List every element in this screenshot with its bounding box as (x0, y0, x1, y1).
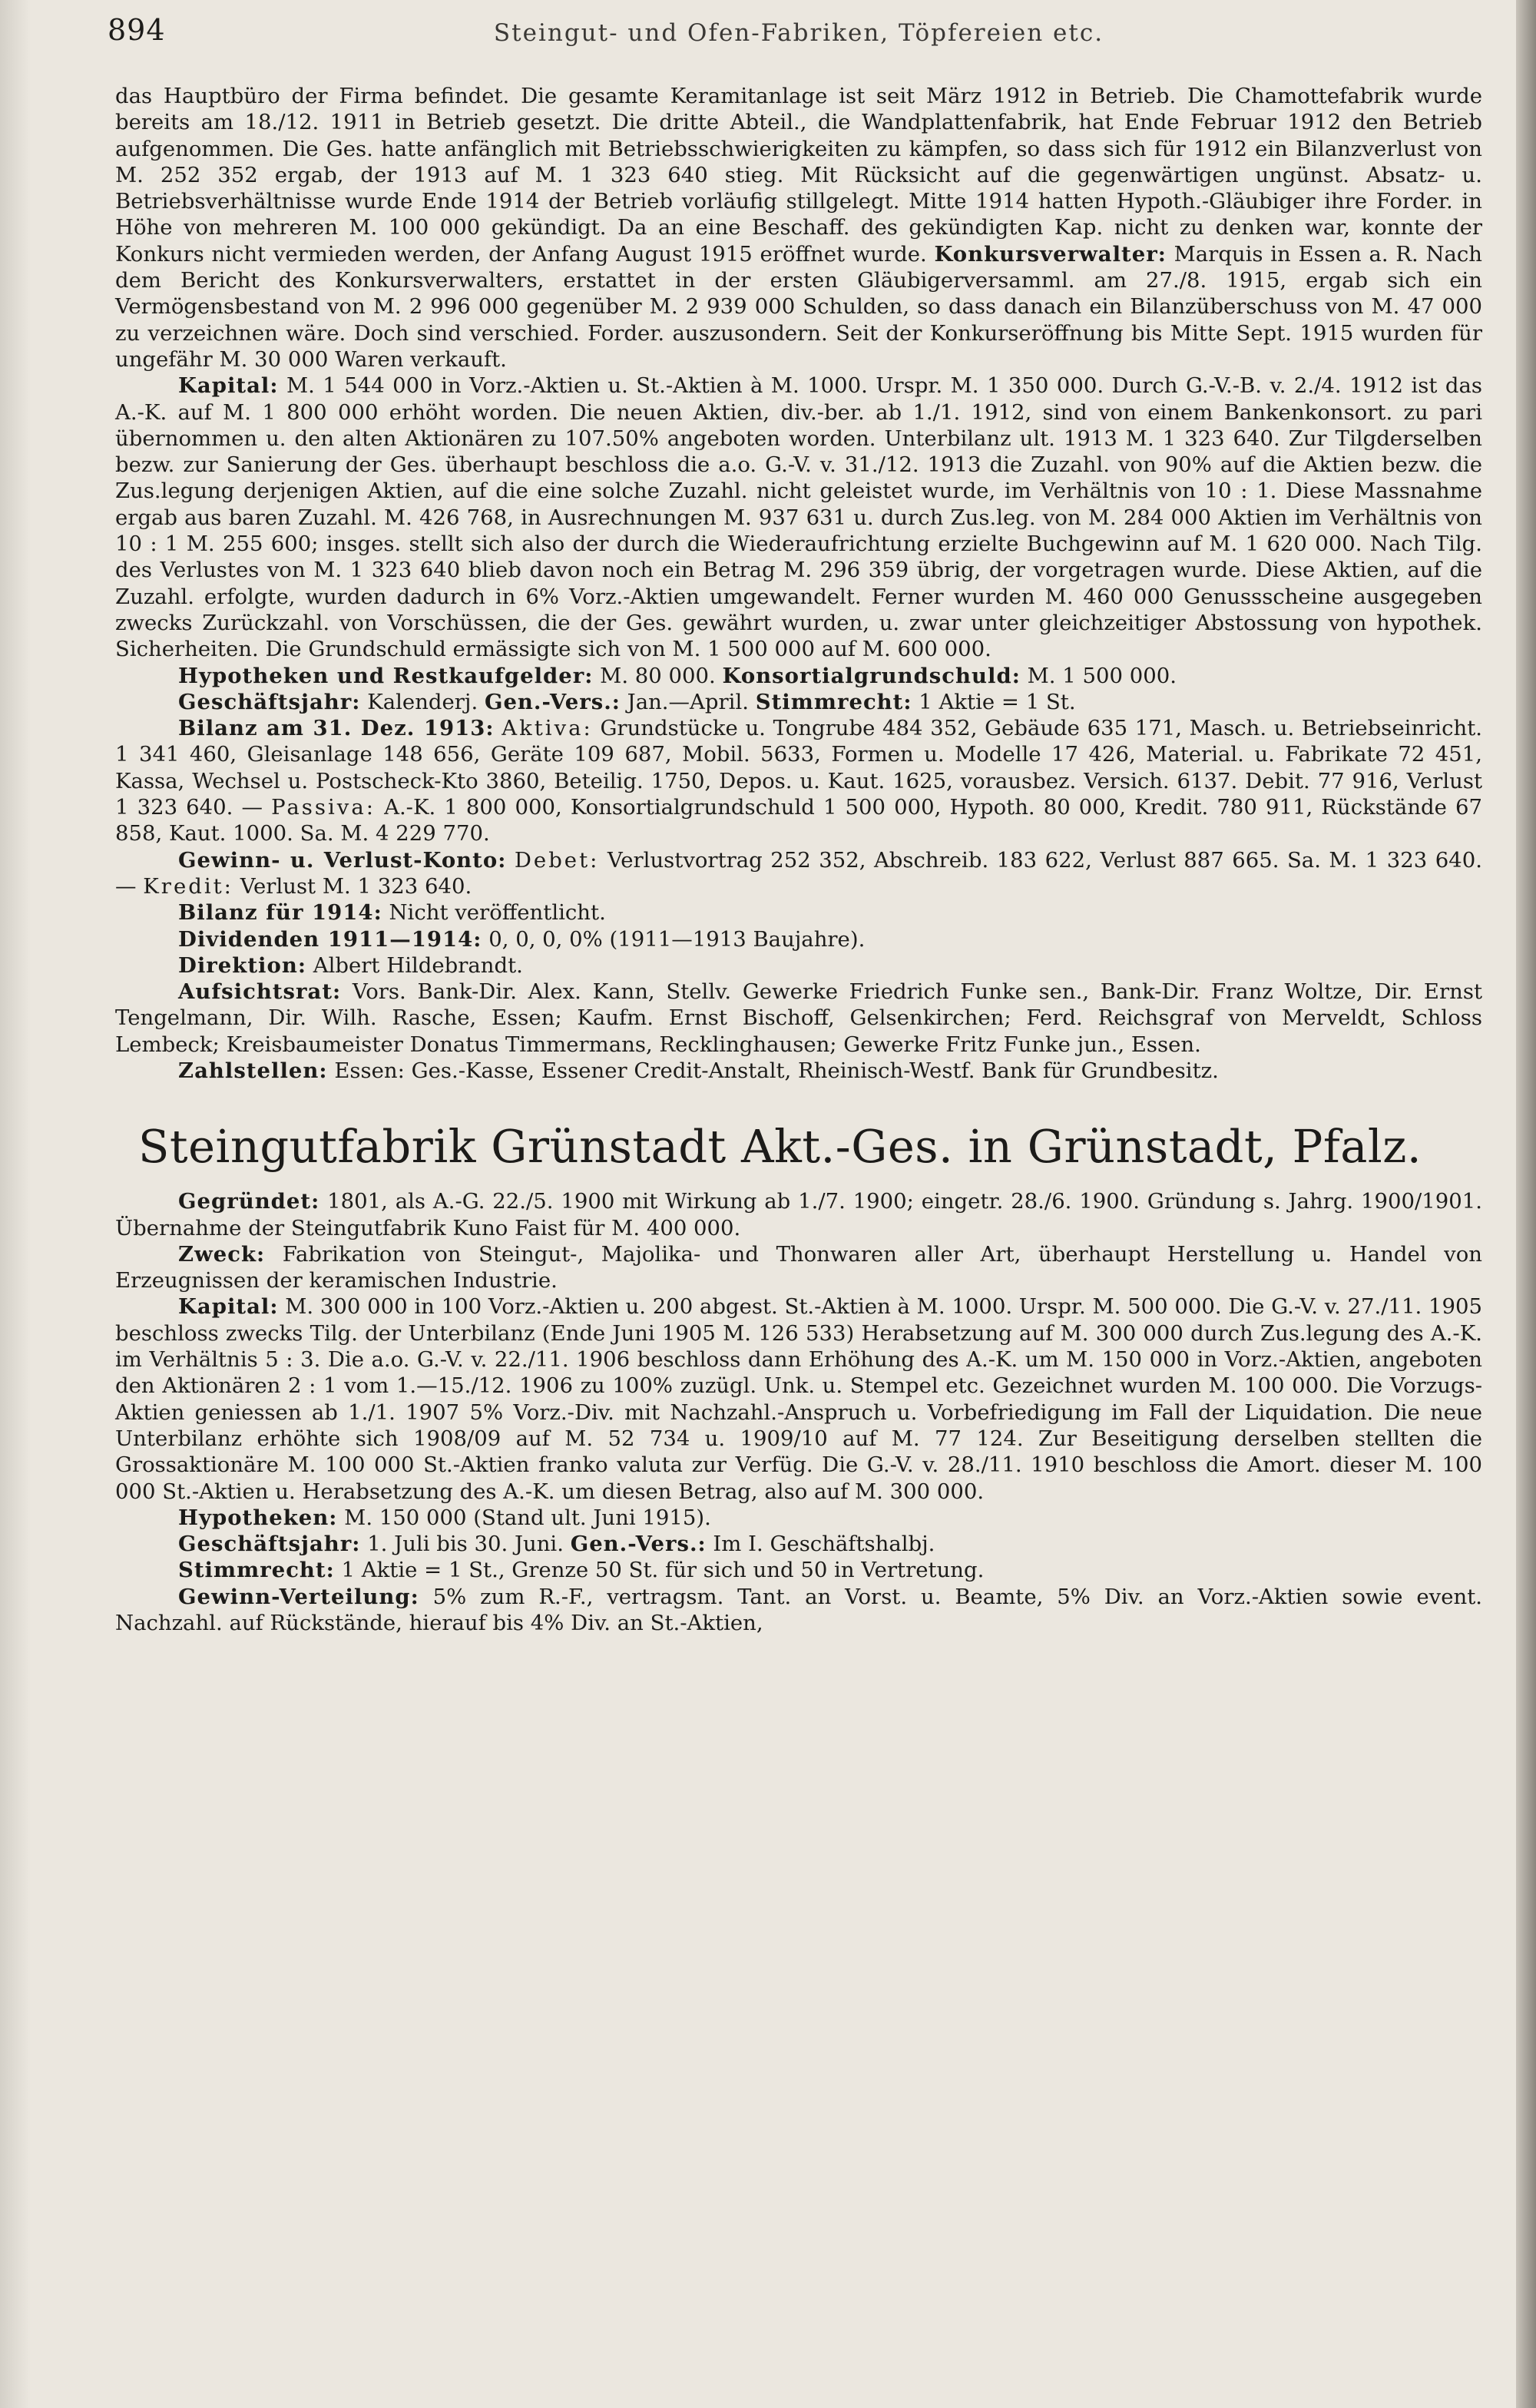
direktion-text: Albert Hildebrandt. (313, 952, 523, 978)
passiva-text: A.-K. 1 800 000, Konsortialgrundschuld 1 500 000, Hypoth. 80 000, Kredit. 780 911, Rückstände 67 858, Kaut. 1000. Sa. M. 4 229 770. (115, 795, 1482, 846)
body-text (115, 83, 1482, 1636)
guv-section (115, 847, 1482, 900)
intro-text: das Hauptbüro der Firma befindet. Die gesamte Keramitanlage ist seit März 1912 in Betrieb. Die Chamottefabrik wurde bereits am 18./12. 1911 in Betrieb gesetzt. Die dritte Abteil., die Wandplattenfabrik, hat Ende Februar 1912 den Betrieb aufgenommen. Die Ges. hatte anfänglich mit Betriebsschwierigkeiten zu kämpfen, so dass sich für 1912 ein Bilanzverlust von M. 252 352 ergab, der 1913 auf M. 1 323 640 stieg. Mit Rücksicht auf die gegenwärtigen ungünst. Absatz- u. Betriebsverhältnisse wurde Ende 1914 der Betrieb vorläufig stillgelegt. Mitte 1914 hatten Hypoth.-Gläubiger ihre Forder. in Höhe von mehreren M. 100 000 gekündigt. Da an eine Beschaff. des gekündigten Kap. nicht zu denken war, konnte der Konkurs nicht vermieden werden, der Anfang August 1915 eröffnet wurde. (115, 84, 1482, 267)
zahlstellen-text: Essen: Ges.-Kasse, Essener Credit-Anstalt, Rheinisch-Westf. Bank für Grundbesitz. (334, 1058, 1219, 1083)
genvers2-label: Gen.-Vers.: (570, 1532, 707, 1557)
genvers-label: Gen.-Vers.: (484, 689, 621, 714)
zweck-label: Zweck: (178, 1241, 266, 1267)
konsortial-label: Konsortialgrundschuld: (722, 663, 1021, 688)
page-gutter-shadow (0, 0, 31, 2408)
bilanz-label: Bilanz am 31. Dez. 1913: (178, 716, 495, 741)
dividenden-label: Dividenden 1911—1914: (178, 926, 482, 952)
running-head: Steingut- und Ofen-Fabriken, Töpfereien etc. (493, 19, 1104, 47)
direktion-section (115, 952, 1482, 979)
company-title: Steingutfabrik Grünstadt Akt.-Ges. in Grünstadt, Pfalz. (138, 1120, 1422, 1174)
kapital-text: M. 1 544 000 in Vorz.-Aktien u. St.-Aktien à M. 1000. Urspr. M. 1 350 000. Durch G.-V.-B. v. 2./4. 1912 ist das A.-K. auf M. 1 800 000 erhöht worden. Die neuen Aktien, div.-ber. ab 1./1. 1912, sind von einem Bankenkonsort. zu pari übernommen u. den alten Aktionären zu 107.50% angeboten worden. Unterbilanz ult. 1913 M. 1 323 640. Zur Tilgderselben bezw. zur Sanierung der Ges. überhaupt beschloss die a.o. G.-V. v. 31./12. 1913 die Zuzahl. von 90% auf die Aktien bezw. die Zus.legung derjenigen Aktien, auf die eine solche Zuzahl. nicht geleistet wurde, im Verhältnis von 10 : 1. Diese Massnahme ergab aus baren Zuzahl. M. 426 768, in Ausrechnungen M. 937 631 u. durch Zus.leg. von M. 284 000 Aktien im Verhältnis von 10 : 1 M. 255 600; insges. stellt sich also der durch die Wiederaufrichtung erzielte Buchgewinn auf M. 1 620 000. Nach Tilg. des Verlustes von M. 1 323 640 blieb davon noch ein Betrag M. 296 359 übrig, der vorgetragen wurde. Diese Aktien, auf die Zuzahl. erfolgte, wurden dadurch in 6% Vorz.-Aktien umgewandelt. Ferner wurden M. 460 000 Genussscheine ausgegeben zwecks Zurückzahl. von Vorschüssen, die der Ges. gewährt wurden, u. zwar unter gleichzeitiger Abstossung von hypothek. Sicherheiten. Die Grundschuld ermässigte sich von M. 1 500 000 auf M. 600 000. (115, 373, 1482, 662)
page-edge-shadow (1516, 0, 1536, 2408)
intro-paragraph (115, 83, 1482, 373)
gegruendet-section (115, 1188, 1482, 1241)
hypotheken2-section (115, 1505, 1482, 1531)
page-header (108, 13, 1482, 54)
stimmrecht2-label: Stimmrecht: (178, 1558, 335, 1583)
hypotheken-text: M. 80 000. (600, 663, 716, 688)
zahlstellen-label: Zahlstellen: (178, 1058, 328, 1083)
zweck-section (115, 1241, 1482, 1294)
kredit-word: Kredit: (143, 873, 233, 899)
aktiva-word: Aktiva: (502, 716, 593, 741)
hypotheken-section (115, 663, 1482, 689)
aufsichtsrat-text: Vors. Bank-Dir. Alex. Kann, Stellv. Gewerke Friedrich Funke sen., Bank-Dir. Franz Woltze, Dir. Ernst Tengelmann, Dir. Wilh. Rasche, Essen; Kaufm. Ernst Bischoff, Gelsenkirchen; Ferd. Reichsgraf von Merveldt, Schloss Lembeck; Kreisbaumeister Donatus Timmermans, Recklinghausen; Gewerke Fritz Funke jun., Essen. (115, 979, 1482, 1057)
geschaeftsjahr-text: Kalenderj. (367, 689, 478, 714)
kapital-label: Kapital: (178, 373, 279, 399)
kapital-section (115, 373, 1482, 662)
hypotheken2-text: M. 150 000 (Stand ult. Juni 1915). (344, 1505, 711, 1530)
kredit-text: Verlust M. 1 323 640. (240, 873, 472, 899)
zweck-text: Fabrikation von Steingut-, Majolika- und Thonwaren aller Art, überhaupt Herstellung u. Handel von Erzeugnissen der keramischen Industrie. (115, 1241, 1482, 1293)
direktion-label: Direktion: (178, 952, 306, 978)
geschaeftsjahr2-text: 1. Juli bis 30. Juni. (367, 1532, 564, 1557)
gewinn-label: Gewinn-Verteilung: (178, 1584, 419, 1609)
geschaeftsjahr2-label: Geschäftsjahr: (178, 1532, 361, 1557)
dividenden-section (115, 926, 1482, 952)
kapital2-label: Kapital: (178, 1294, 279, 1320)
aufsichtsrat-label: Aufsichtsrat: (178, 979, 342, 1005)
gegruendet-text: 1801, als A.-G. 22./5. 1900 mit Wirkung ab 1./7. 1900; eingetr. 28./6. 1900. Gründung s. Jahrg. 1900/1901. Übernahme der Steingutfabrik Kuno Faist für M. 400 000. (115, 1189, 1482, 1240)
stimmrecht2-section (115, 1557, 1482, 1583)
passiva-word: Passiva: (271, 795, 376, 820)
page-number: 894 (108, 13, 166, 47)
bilanz1914-text: Nicht veröffentlicht. (389, 900, 606, 926)
aktiva-text: Grundstücke u. Tongrube 484 352, Gebäude 635 171, Masch. u. Betriebseinricht. 1 341 460, Gleisanlage 148 656, Geräte 109 687, Mobil. 5633, Formen u. Modelle 17 426, Material. u. Fabrikate 72 451, Kassa, Wechsel u. Postscheck-Kto 3860, Beteilig. 1750, Depos. u. Kaut. 1625, vorausbez. Versich. 6137. Debit. 77 916, Verlust 1 323 640. — (115, 716, 1483, 820)
kapital2-section (115, 1293, 1482, 1504)
stimmrecht-label: Stimmrecht: (755, 689, 912, 714)
hypotheken2-label: Hypotheken: (178, 1505, 338, 1530)
guv-label: Gewinn- u. Verlust-Konto: (178, 847, 507, 873)
konsortial-text: M. 1 500 000. (1027, 663, 1177, 688)
bilanz1914-label: Bilanz für 1914: (178, 900, 382, 926)
bilanz1914-section (115, 899, 1482, 926)
bilanz-section (115, 715, 1482, 846)
gegruendet-label: Gegründet: (178, 1189, 320, 1214)
geschaeftsjahr-section (115, 689, 1482, 715)
genvers-text: Jan.—April. (627, 689, 749, 714)
debet-word: Debet: (514, 847, 600, 873)
dividenden-text: 0, 0, 0, 0% (1911—1913 Baujahre). (488, 926, 866, 952)
geschaeftsjahr-label: Geschäftsjahr: (178, 689, 361, 714)
genvers2-text: Im I. Geschäftshalbj. (713, 1532, 935, 1557)
stimmrecht2-text: 1 Aktie = 1 St., Grenze 50 St. für sich und 50 in Vertretung. (341, 1558, 985, 1583)
konkurs-text: Marquis in Essen a. R. Nach dem Bericht des Konkursverwalters, erstattet in der ersten Gläubigerversamml. am 27./8. 1915, ergab sich ein Vermögensbestand von M. 2 996 000 gegenüber M. 2 939 000 Schulden, so dass danach ein Bilanzüberschuss von M. 47 000 zu verzeichnen wäre. Doch sind verschied. Forder. auszusondern. Seit der Konkurseröffnung bis Mitte Sept. 1915 wurden für ungefähr M. 30 000 Waren verkauft. (115, 241, 1483, 372)
stimmrecht-text: 1 Aktie = 1 St. (919, 689, 1076, 714)
hypotheken-label: Hypotheken und Restkaufgelder: (178, 663, 594, 688)
konkurs-label: Konkursverwalter: (934, 241, 1167, 267)
aufsichtsrat-section (115, 979, 1482, 1058)
geschaeftsjahr2-section (115, 1531, 1482, 1557)
gewinn-section (115, 1584, 1482, 1637)
zahlstellen-section (115, 1058, 1482, 1084)
gewinn-text: 5% zum R.-F., vertragsm. Tant. an Vorst. u. Beamte, 5% Div. an Vorz.-Aktien sowie event. Nachzahl. auf Rückstände, hierauf bis 4% Div. an St.-Aktien, (115, 1584, 1482, 1636)
kapital2-text: M. 300 000 in 100 Vorz.-Aktien u. 200 abgest. St.-Aktien à M. 1000. Urspr. M. 500 000. Die G.-V. v. 27./11. 1905 beschloss zwecks Tilg. der Unterbilanz (Ende Juni 1905 M. 126 533) Herabsetzung auf M. 300 000 durch Zus.legung des A.-K. im Verhältnis 5 : 3. Die a.o. G.-V. v. 22./11. 1906 beschloss dann Erhöhung des A.-K. um M. 150 000 in Vorz.-Aktien, angeboten den Aktionären 2 : 1 vom 1.—15./12. 1906 zu 100% zuzügl. Unk. u. Stempel etc. Gezeichnet wurden M. 100 000. Die Vorzugs-Aktien geniessen ab 1./1. 1907 5% Vorz.-Div. mit Nachzahl.-Anspruch u. Vorbefriedigung im Fall der Liquidation. Die neue Unterbilanz erhöhte sich 1908/09 auf M. 52 734 u. 1909/10 auf M. 77 124. Zur Beseitigung derselben stellten die Grossaktionäre M. 100 000 St.-Aktien franko valuta zur Verfüg. Die G.-V. v. 28./11. 1910 beschloss die Amort. dieser M. 100 000 St.-Aktien u. Herabsetzung des A.-K. um diesen Betrag, also auf M. 300 000. (115, 1294, 1482, 1504)
debet-text: Verlustvortrag 252 352, Abschreib. 183 622, Verlust 887 665. Sa. M. 1 323 640. — (115, 847, 1482, 899)
